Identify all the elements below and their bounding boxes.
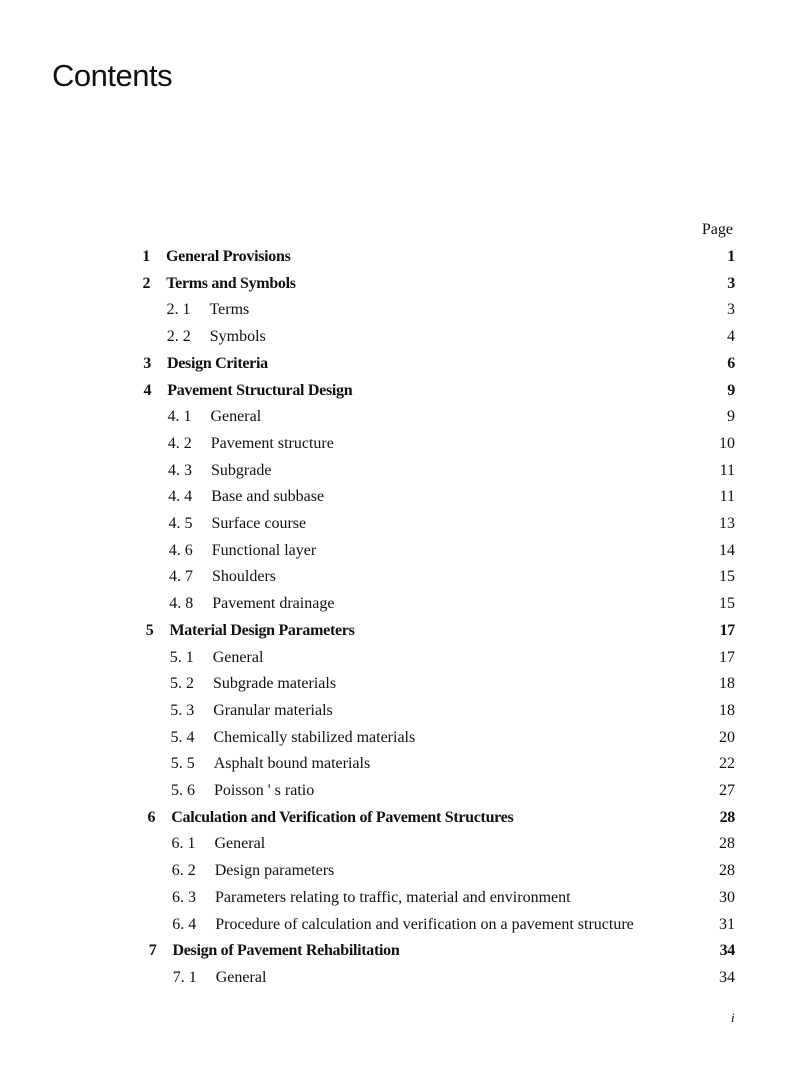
entry-number: 2 <box>142 274 151 292</box>
entry-page-number: 11 <box>719 461 735 479</box>
entry-number: 4. 3 <box>168 461 192 479</box>
toc-chapter-entry[interactable] <box>0 379 790 403</box>
entry-title: Design parameters <box>214 862 335 880</box>
entry-page-number: 17 <box>719 648 735 666</box>
entry-title: Material Design Parameters <box>169 621 355 639</box>
entry-number: 6. 2 <box>171 862 196 880</box>
entry-number: 3 <box>143 354 151 372</box>
entry-title: Terms and Symbols <box>166 274 296 292</box>
entry-number: 7 <box>148 942 157 960</box>
toc-section-entry[interactable] <box>0 832 790 856</box>
toc-section-entry[interactable] <box>0 699 790 723</box>
entry-title: Pavement structure <box>210 434 334 452</box>
toc-section-entry[interactable] <box>0 779 790 803</box>
entry-page-number: 6 <box>727 354 735 372</box>
entry-title: Shoulders <box>212 568 276 586</box>
entry-page-number: 3 <box>727 301 735 319</box>
toc-section-entry[interactable] <box>0 512 790 536</box>
toc-chapter-entry[interactable] <box>0 939 790 963</box>
entry-page-number: 10 <box>719 434 735 452</box>
toc-section-entry[interactable] <box>0 672 790 696</box>
page-folio: i <box>731 1010 735 1025</box>
toc-section-entry[interactable] <box>0 592 790 616</box>
entry-number: 1 <box>142 248 150 265</box>
toc-section-entry[interactable] <box>0 459 790 483</box>
entry-number: 5 <box>145 621 154 639</box>
entry-title: General <box>210 408 262 426</box>
entry-title: Asphalt bound materials <box>213 755 371 773</box>
entry-number: 5. 6 <box>171 782 195 799</box>
entry-page-number: 18 <box>719 701 735 719</box>
toc-section-entry[interactable] <box>0 752 790 776</box>
entry-page-number: 3 <box>727 274 735 292</box>
entry-page-number: 30 <box>719 888 735 906</box>
entry-number: 5. 2 <box>170 675 194 693</box>
page-column-header: Page <box>701 221 733 238</box>
toc-section-entry[interactable] <box>0 485 790 509</box>
entry-title: General Provisions <box>166 248 291 265</box>
entry-title: Parameters relating to traffic, material and environment <box>215 888 571 906</box>
entry-number: 5. 5 <box>170 755 195 773</box>
toc-section-entry[interactable] <box>0 405 790 429</box>
entry-title: Subgrade materials <box>213 675 337 693</box>
entry-number: 6. 1 <box>171 835 196 853</box>
entry-page-number: 28 <box>719 835 735 853</box>
toc-section-entry[interactable] <box>0 886 790 910</box>
entry-title: Pavement Structural Design <box>167 381 353 399</box>
entry-page-number: 28 <box>719 808 735 826</box>
entry-number: 6. 3 <box>172 888 196 906</box>
entry-number: 5. 3 <box>170 701 195 719</box>
toc-section-entry[interactable] <box>0 539 790 563</box>
entry-page-number: 4 <box>727 328 735 346</box>
entry-number: 4. 2 <box>167 434 192 452</box>
entry-page-number: 13 <box>719 515 735 532</box>
entry-title: Chemically stabilized materials <box>213 728 416 746</box>
page-title: Contents <box>52 58 173 93</box>
entry-page-number: 15 <box>719 568 735 586</box>
entry-title: Subgrade <box>211 461 272 479</box>
toc-section-entry[interactable] <box>0 859 790 883</box>
entry-page-number: 31 <box>719 915 735 933</box>
entry-page-number: 1 <box>727 248 735 265</box>
entry-page-number: 11 <box>719 488 735 506</box>
entry-page-number: 27 <box>719 782 735 799</box>
entry-number: 4. 4 <box>168 488 193 506</box>
entry-title: General <box>212 648 264 666</box>
entry-page-number: 15 <box>719 595 735 613</box>
toc-section-entry[interactable] <box>0 966 790 990</box>
entry-number: 4. 7 <box>169 568 193 586</box>
entry-title: Granular materials <box>213 701 333 719</box>
toc-section-entry[interactable] <box>0 298 790 322</box>
entry-title: Calculation and Verification of Pavement Structures <box>171 808 514 826</box>
toc-section-entry[interactable] <box>0 565 790 589</box>
toc-section-entry[interactable] <box>0 646 790 670</box>
entry-number: 2. 1 <box>166 301 191 319</box>
entry-page-number: 34 <box>719 968 735 986</box>
entry-title: Symbols <box>209 328 266 346</box>
entry-number: 4. 8 <box>169 595 194 613</box>
entry-number: 4. 6 <box>168 541 193 559</box>
entry-number: 5. 1 <box>169 648 194 666</box>
entry-number: 5. 4 <box>170 728 195 746</box>
toc-chapter-entry[interactable] <box>0 806 790 830</box>
entry-number: 4 <box>143 381 152 399</box>
toc-chapter-entry[interactable] <box>0 272 790 296</box>
entry-number: 2. 2 <box>166 328 191 346</box>
entry-number: 6. 4 <box>172 915 197 933</box>
entry-title: Poisson ' s ratio <box>214 782 315 799</box>
toc-section-entry[interactable] <box>0 325 790 349</box>
entry-page-number: 18 <box>719 675 735 693</box>
entry-title: Functional layer <box>211 541 317 559</box>
entry-page-number: 9 <box>727 408 735 426</box>
entry-title: Surface course <box>211 515 307 532</box>
entry-page-number: 17 <box>719 621 735 639</box>
entry-number: 7. 1 <box>172 968 197 986</box>
entry-title: Design Criteria <box>167 354 268 372</box>
toc-chapter-entry[interactable] <box>0 352 790 376</box>
entry-title: General <box>214 835 266 853</box>
entry-page-number: 14 <box>719 541 735 559</box>
entry-title: Procedure of calculation and verification on a pavement structure <box>215 915 634 933</box>
entry-page-number: 22 <box>719 755 735 773</box>
entry-title: Base and subbase <box>211 488 325 506</box>
entry-page-number: 20 <box>719 728 735 746</box>
entry-page-number: 9 <box>727 381 735 399</box>
toc-section-entry[interactable] <box>0 913 790 937</box>
toc-section-entry[interactable] <box>0 726 790 750</box>
entry-page-number: 34 <box>719 942 735 960</box>
entry-number: 6 <box>147 808 156 826</box>
entry-number: 4. 5 <box>168 515 193 532</box>
toc-chapter-entry[interactable] <box>0 619 790 643</box>
toc-section-entry[interactable] <box>0 432 790 456</box>
toc-chapter-entry[interactable] <box>0 245 790 269</box>
entry-title: Design of Pavement Rehabilitation <box>172 942 400 960</box>
entry-number: 4. 1 <box>167 408 192 426</box>
entry-page-number: 28 <box>719 862 735 880</box>
entry-title: General <box>215 968 267 986</box>
entry-title: Terms <box>209 301 250 319</box>
entry-title: Pavement drainage <box>212 595 335 613</box>
